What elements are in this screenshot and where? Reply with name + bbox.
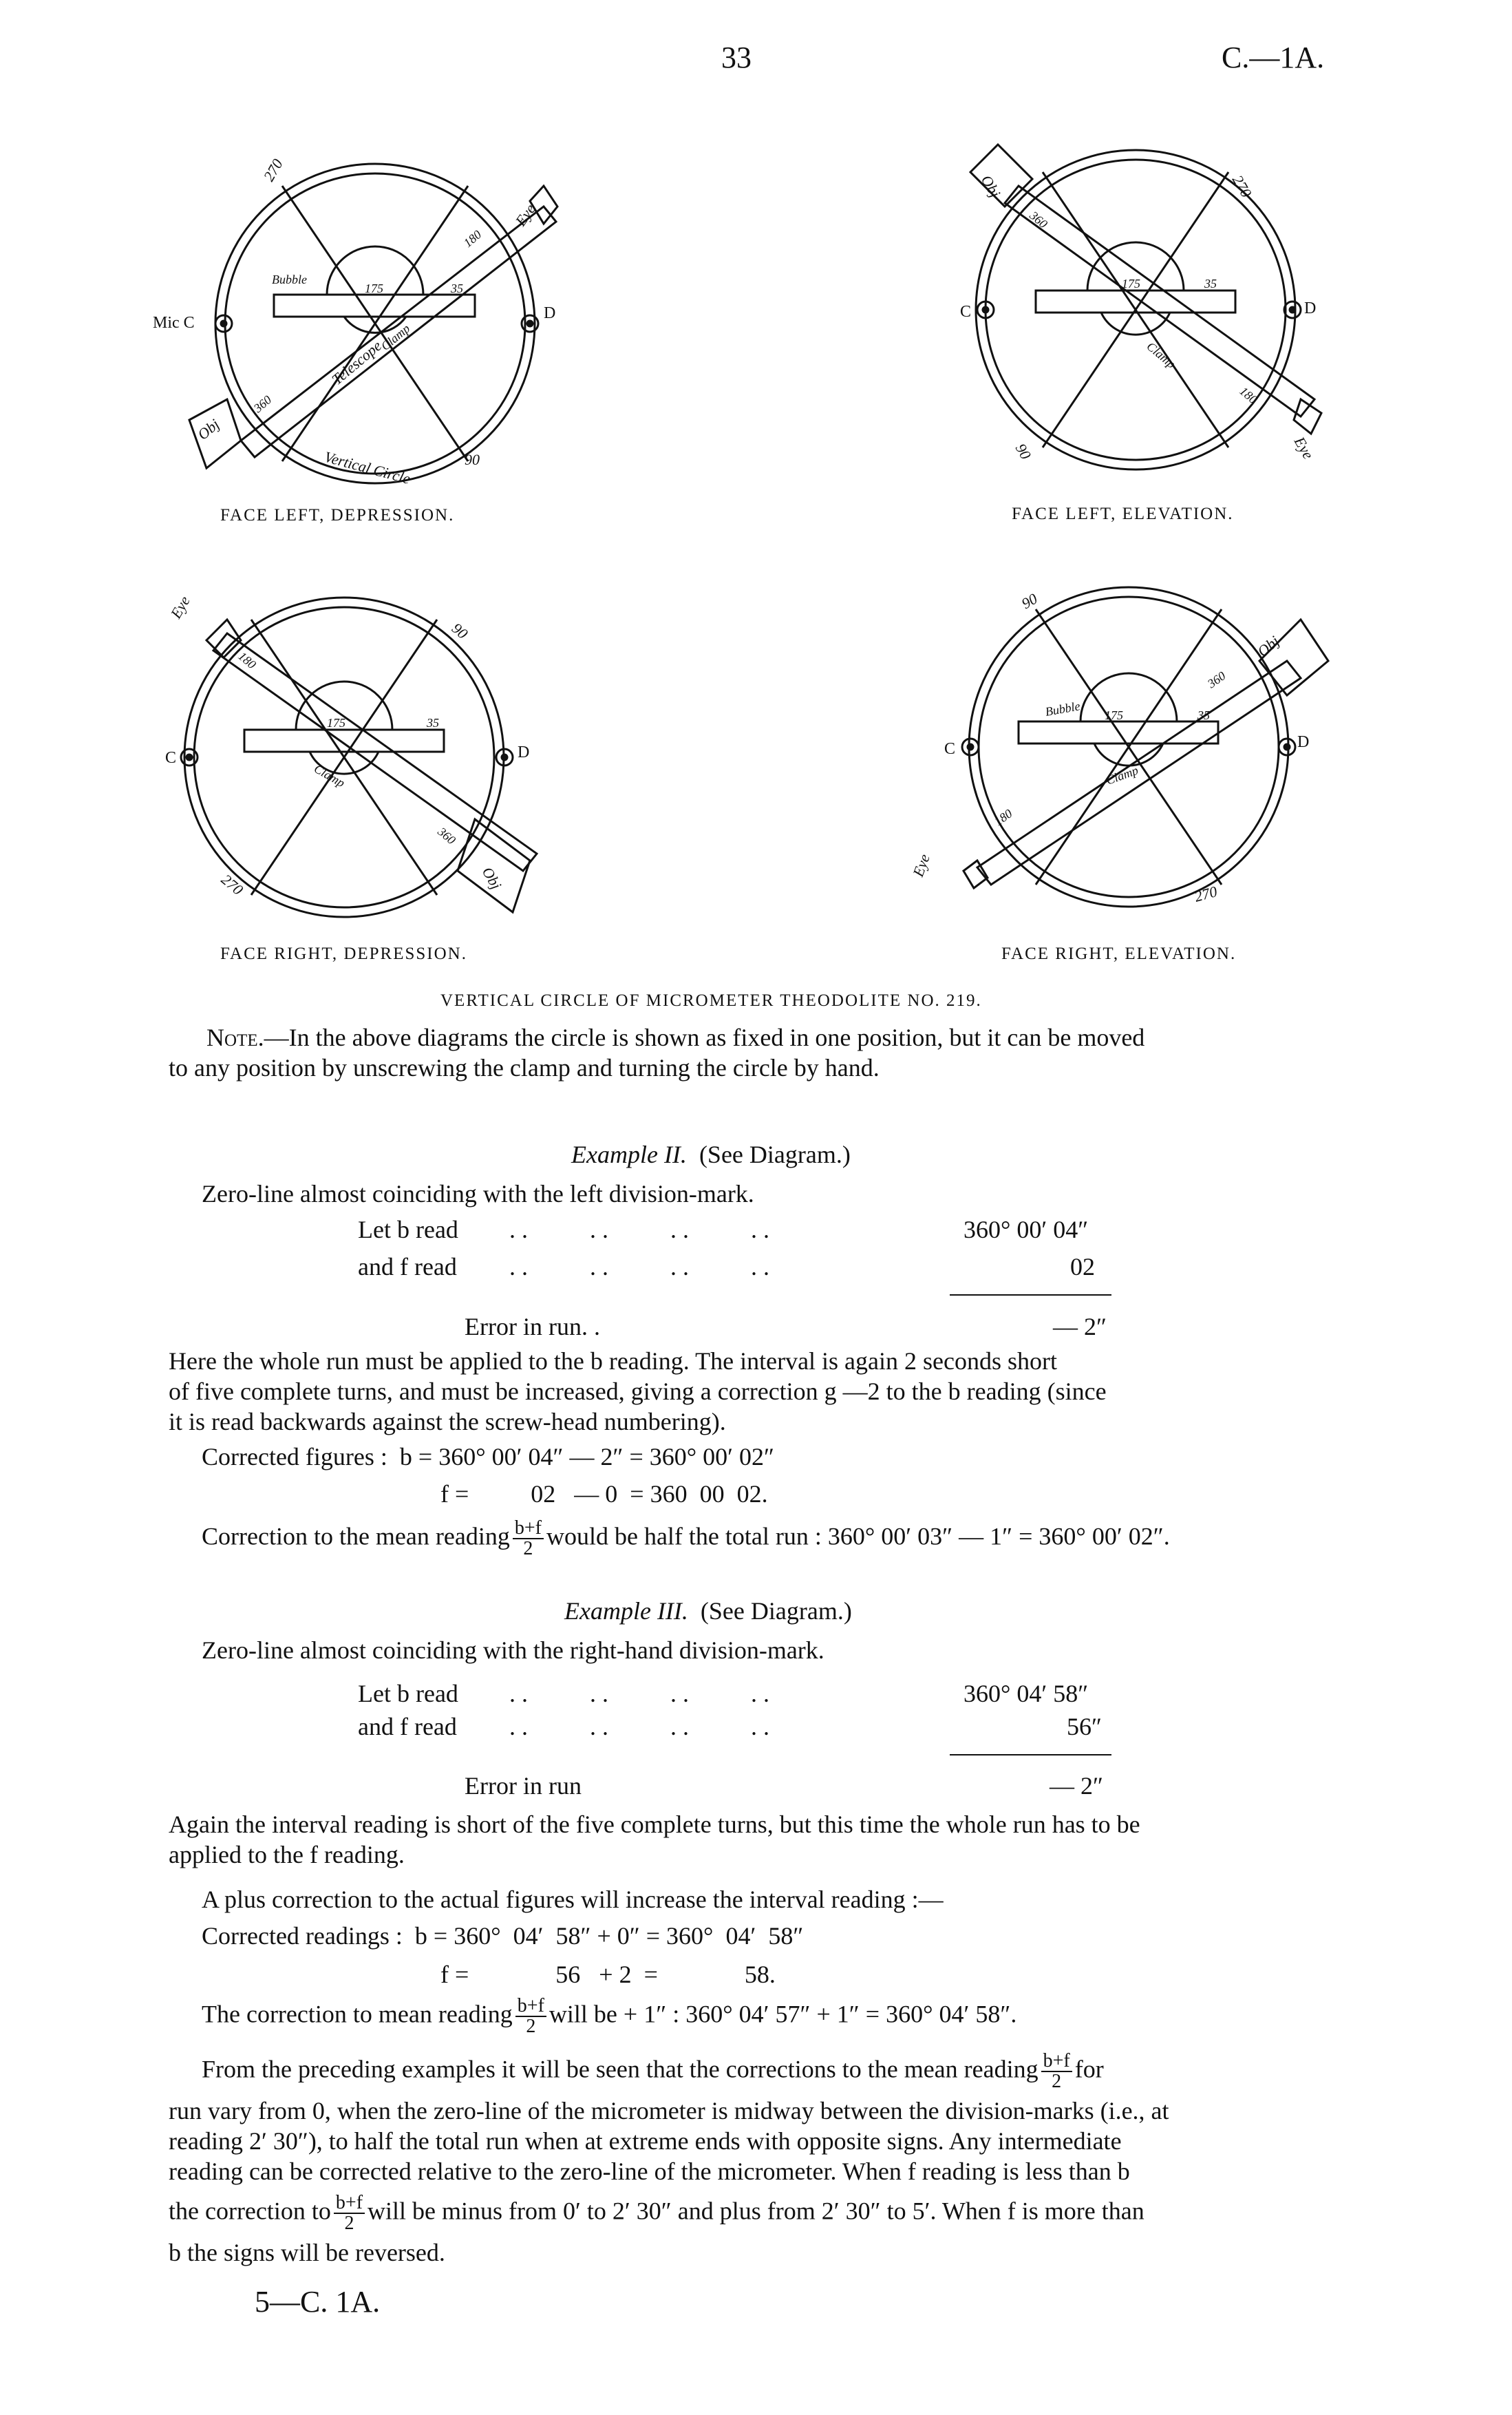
example2-b-dots: . . . . . . . .	[509, 1216, 769, 1243]
svg-text:Eye: Eye	[909, 852, 933, 879]
caption-face-right-elevation: FACE RIGHT, ELEVATION.	[1001, 945, 1237, 963]
example2-intro: Zero-line almost coinciding with the left division-mark.	[202, 1180, 754, 1208]
diagram-face-left-depression	[189, 164, 557, 483]
example2-rule	[950, 1294, 1111, 1296]
svg-text:270: 270	[1228, 172, 1255, 201]
page-number: 33	[721, 41, 752, 74]
example2-para-2: of five complete turns, and must be increased, giving a correction g —2 to the b reading (since	[169, 1378, 1107, 1405]
svg-text:175: 175	[1105, 708, 1123, 722]
svg-text:C: C	[960, 303, 972, 321]
svg-text:Clamp: Clamp	[1144, 339, 1179, 371]
svg-text:180: 180	[1237, 383, 1260, 407]
final-line-4: reading can be corrected relative to the zero-line of the micrometer. When f reading is less than b	[169, 2158, 1130, 2185]
svg-text:35: 35	[1204, 277, 1217, 291]
fraction: $\frac{b+f}{2}$	[1041, 2052, 1072, 2091]
svg-text:Eye: Eye	[167, 593, 193, 622]
final-line-1: From the preceding examples it will be seen that the corrections to the mean reading $\frac{b+f}{2}$ for	[202, 2050, 1104, 2092]
example2-b-value: 360° 00′ 04″	[963, 1216, 1089, 1243]
svg-text:C: C	[165, 749, 177, 767]
svg-text:360: 360	[251, 392, 275, 416]
svg-text:D: D	[1304, 299, 1317, 317]
note-line-2: to any position by unscrewing the clamp and turning the circle by hand.	[169, 1054, 880, 1082]
caption-face-left-elevation: FACE LEFT, ELEVATION.	[1012, 505, 1234, 523]
svg-text:Clamp: Clamp	[312, 761, 348, 790]
caption-face-left-depression: FACE LEFT, DEPRESSION.	[220, 506, 455, 525]
svg-text:175: 175	[327, 716, 345, 730]
svg-text:180: 180	[991, 806, 1015, 829]
svg-text:Bubble: Bubble	[272, 273, 307, 286]
svg-text:180: 180	[235, 648, 259, 672]
example2-err-label: Error in run. .	[465, 1313, 600, 1340]
note-line-1: Note.—In the above diagrams the circle is shown as fixed in one position, but it can be moved	[206, 1024, 1145, 1051]
svg-text:Obj: Obj	[194, 415, 223, 443]
theodolite-diagrams	[0, 0, 1512, 991]
svg-text:90: 90	[465, 451, 480, 468]
final-line-6: b the signs will be reversed.	[169, 2239, 445, 2266]
svg-text:D: D	[544, 304, 556, 322]
caption-face-right-depression: FACE RIGHT, DEPRESSION.	[220, 945, 467, 963]
svg-text:Clamp: Clamp	[378, 321, 413, 354]
diagram-face-left-elevation	[970, 145, 1321, 470]
svg-text:175: 175	[1122, 277, 1140, 291]
svg-text:Mic C: Mic C	[153, 314, 195, 332]
example3-corrected-1: Corrected readings : b = 360° 04′ 58″ + 0″ = 360° 04′ 58″	[202, 1922, 804, 1950]
svg-text:Clamp: Clamp	[1104, 763, 1140, 788]
example3-f-value: 56″	[1067, 1713, 1102, 1740]
series-code: C.—1A.	[1222, 41, 1325, 74]
example3-f-dots: . . . . . . . .	[509, 1713, 769, 1740]
svg-text:Telescope: Telescope	[328, 337, 385, 388]
example3-err-value: — 2″	[1050, 1772, 1103, 1800]
example3-f-label: and f read	[358, 1713, 457, 1740]
svg-text:D: D	[518, 744, 530, 761]
svg-text:D: D	[1297, 733, 1310, 751]
example2-para-1: Here the whole run must be applied to the b reading. The interval is again 2 seconds short	[169, 1347, 1057, 1375]
example3-mean: The correction to mean reading $\frac{b+f}{2}$ will be + 1″ : 360° 04′ 57″ + 1″ = 360° 04′ 58″.	[202, 1995, 1017, 2037]
svg-text:Obj: Obj	[478, 864, 505, 893]
example2-err-value: — 2″	[1053, 1313, 1107, 1340]
example3-para-1: Again the interval reading is short of the five complete turns, but this time the whole run has to be	[169, 1811, 1140, 1838]
figure-title: VERTICAL CIRCLE OF MICROMETER THEODOLITE NO. 219.	[440, 991, 982, 1010]
example3-para-3: A plus correction to the actual figures will increase the interval reading :—	[202, 1886, 944, 1913]
example3-err-label: Error in run	[465, 1772, 582, 1800]
example2-f-dots: . . . . . . . .	[509, 1253, 769, 1280]
svg-text:270: 270	[1192, 883, 1220, 905]
example3-b-label: Let b read	[358, 1680, 458, 1707]
svg-text:Eye: Eye	[1290, 434, 1317, 463]
final-line-3: reading 2′ 30″), to half the total run when at extreme ends with opposite signs. Any intermediate	[169, 2127, 1122, 2155]
example2-mean: Correction to the mean reading $\frac{b+f}{2}$ would be half the total run : 360° 00′ 03″ — 1″ = 360° 00′ 02″.	[202, 1517, 1170, 1559]
example3-b-dots: . . . . . . . .	[509, 1680, 769, 1707]
svg-text:35: 35	[427, 716, 439, 730]
svg-text:90: 90	[1019, 589, 1041, 613]
example3-intro: Zero-line almost coinciding with the right-hand division-mark.	[202, 1636, 824, 1664]
example2-title: Example II. (See Diagram.)	[571, 1141, 851, 1168]
svg-text:Bubble: Bubble	[1044, 699, 1081, 719]
example3-b-value: 360° 04′ 58″	[963, 1680, 1089, 1707]
example2-f-value: 02	[1070, 1253, 1095, 1280]
svg-text:175: 175	[365, 282, 383, 295]
final-line-5: the correction to $\frac{b+f}{2}$ will be minus from 0′ to 2′ 30″ and plus from 2′ 30″ to 5′. When f is more than	[169, 2192, 1144, 2234]
example3-para-2: applied to the f reading.	[169, 1841, 405, 1868]
svg-text:270: 270	[259, 156, 286, 184]
diagram-face-right-depression	[181, 598, 537, 917]
footer-signature: 5—C. 1A.	[255, 2285, 381, 2319]
svg-text:35: 35	[1197, 708, 1210, 722]
fraction: $\frac{b+f}{2}$	[515, 1996, 546, 2036]
svg-text:Eye: Eye	[511, 200, 540, 229]
svg-text:35: 35	[451, 282, 463, 295]
final-line-2: run vary from 0, when the zero-line of the micrometer is midway between the division-marks (i.e., at	[169, 2097, 1169, 2124]
fraction: $\frac{b+f}{2}$	[513, 1519, 544, 1559]
svg-text:90: 90	[448, 619, 471, 642]
example2-corrected-1: Corrected figures : b = 360° 00′ 04″ — 2″ = 360° 00′ 02″	[202, 1443, 775, 1470]
svg-text:180: 180	[460, 227, 485, 251]
example2-corrected-2: f = 02 — 0 = 360 00 02.	[440, 1480, 768, 1508]
example2-para-3: it is read backwards against the screw-head numbering).	[169, 1408, 726, 1435]
svg-text:C: C	[944, 740, 956, 758]
example2-f-label: and f read	[358, 1253, 457, 1280]
svg-text:Obj: Obj	[977, 172, 1004, 201]
note-lead: Note.	[206, 1024, 264, 1051]
svg-text:Obj: Obj	[1254, 632, 1283, 660]
example2-b-label: Let b read	[358, 1216, 458, 1243]
svg-text:Vertical Circle: Vertical Circle	[322, 447, 412, 487]
example3-title: Example III. (See Diagram.)	[564, 1597, 852, 1625]
svg-text:360: 360	[1027, 208, 1050, 231]
example3-corrected-2: f = 56 + 2 = 58.	[440, 1961, 776, 1988]
svg-text:270: 270	[217, 870, 247, 899]
svg-text:90: 90	[1012, 441, 1035, 463]
svg-text:360: 360	[1204, 668, 1228, 691]
fraction: $\frac{b+f}{2}$	[334, 2193, 365, 2233]
svg-text:360: 360	[435, 824, 458, 847]
example3-rule	[950, 1754, 1111, 1755]
